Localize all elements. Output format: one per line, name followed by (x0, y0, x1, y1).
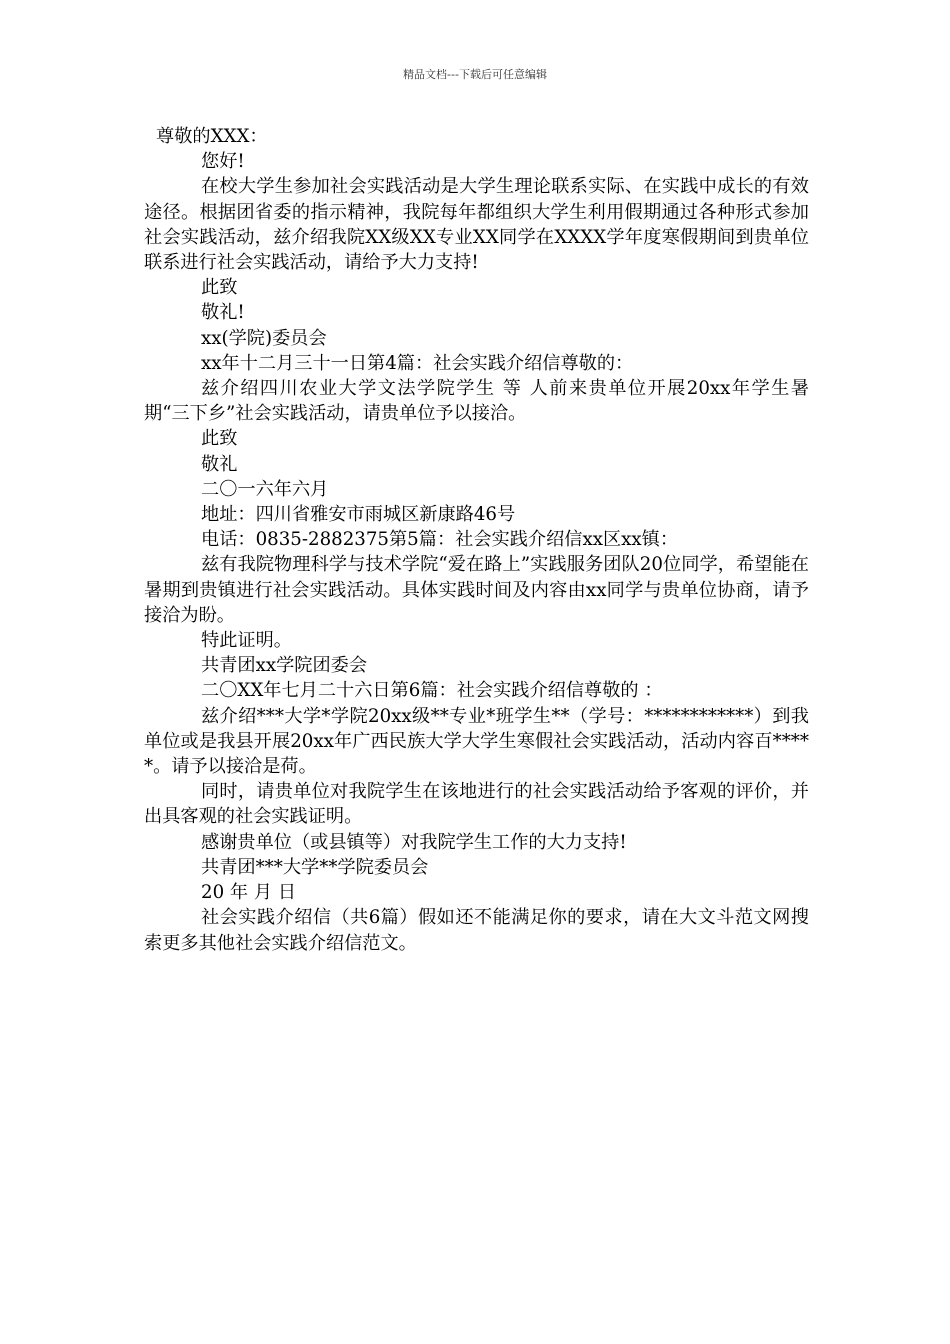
footer-note: 社会实践介绍信（共6篇）假如还不能满足你的要求，请在大文斗范文网搜索更多其他社会实践介绍信范文。 (144, 907, 809, 954)
closing-line: 此致 (201, 277, 238, 299)
letter-paragraph: 兹介绍四川农业大学文法学院学生 等 人前来贵单位开展20xx年学生暑期“三下乡”社会实践活动，请贵单位予以接洽。 (144, 378, 809, 425)
phone-and-section-heading: 电话：0835-2882375第5篇：社会实践介绍信xx区xx镇： (201, 529, 679, 551)
date-and-section-heading: xx年十二月三十一日第4篇：社会实践介绍信尊敬的： (201, 352, 634, 374)
page-header: 精品文档---下载后可任意编辑 (403, 68, 547, 81)
letter-paragraph: 在校大学生参加社会实践活动是大学生理论联系实际、在实践中成长的有效途径。根据团省委的指示精神，我院每年都组织大学生利用假期通过各种形式参加社会实践活动，兹介绍我院XX级XX专业XX同学在XXXX学年度寒假期间到贵单位联系进行社会实践活动，请给予大力支持! (144, 176, 809, 274)
thanks-line: 感谢贵单位（或县镇等）对我院学生工作的大力支持! (201, 831, 627, 853)
salutation: 尊敬的XXX： (156, 126, 268, 147)
closing-line: 敬礼! (201, 302, 245, 324)
greeting: 您好! (201, 151, 245, 173)
date-and-section-heading: 二〇XX年七月二十六日第6篇：社会实践介绍信尊敬的 ： (201, 680, 663, 702)
closing-line: 特此证明。 (201, 630, 292, 652)
signature: 共青团***大学**学院委员会 (201, 856, 429, 878)
letter-paragraph: 兹介绍***大学*学院20xx级**专业*班学生**（学号：************）到我单位或是我县开展20xx年广西民族大学大学生寒假社会实践活动，活动内容百*****。请予以接洽是荷。 (144, 705, 809, 778)
signature: xx(学院)委员会 (201, 327, 327, 349)
letter-paragraph: 兹有我院物理科学与技术学院“爱在路上”实践服务团队20位同学，希望能在暑期到贵镇进行社会实践活动。具体实践时间及内容由xx同学与贵单位协商，请予接洽为盼。 (144, 554, 809, 626)
letter-paragraph: 同时，请贵单位对我院学生在该地进行的社会实践活动给予客观的评价，并出具客观的社会实践证明。 (144, 781, 809, 828)
address-line: 地址：四川省雅安市雨城区新康路46号 (201, 504, 516, 526)
letter-body (144, 124, 809, 956)
date-line: 20 年 月 日 (201, 882, 297, 904)
date-line: 二〇一六年六月 (201, 478, 329, 500)
signature: 共青团xx学院团委会 (201, 655, 368, 677)
closing-line: 敬礼 (201, 453, 238, 475)
closing-line: 此致 (201, 428, 238, 450)
